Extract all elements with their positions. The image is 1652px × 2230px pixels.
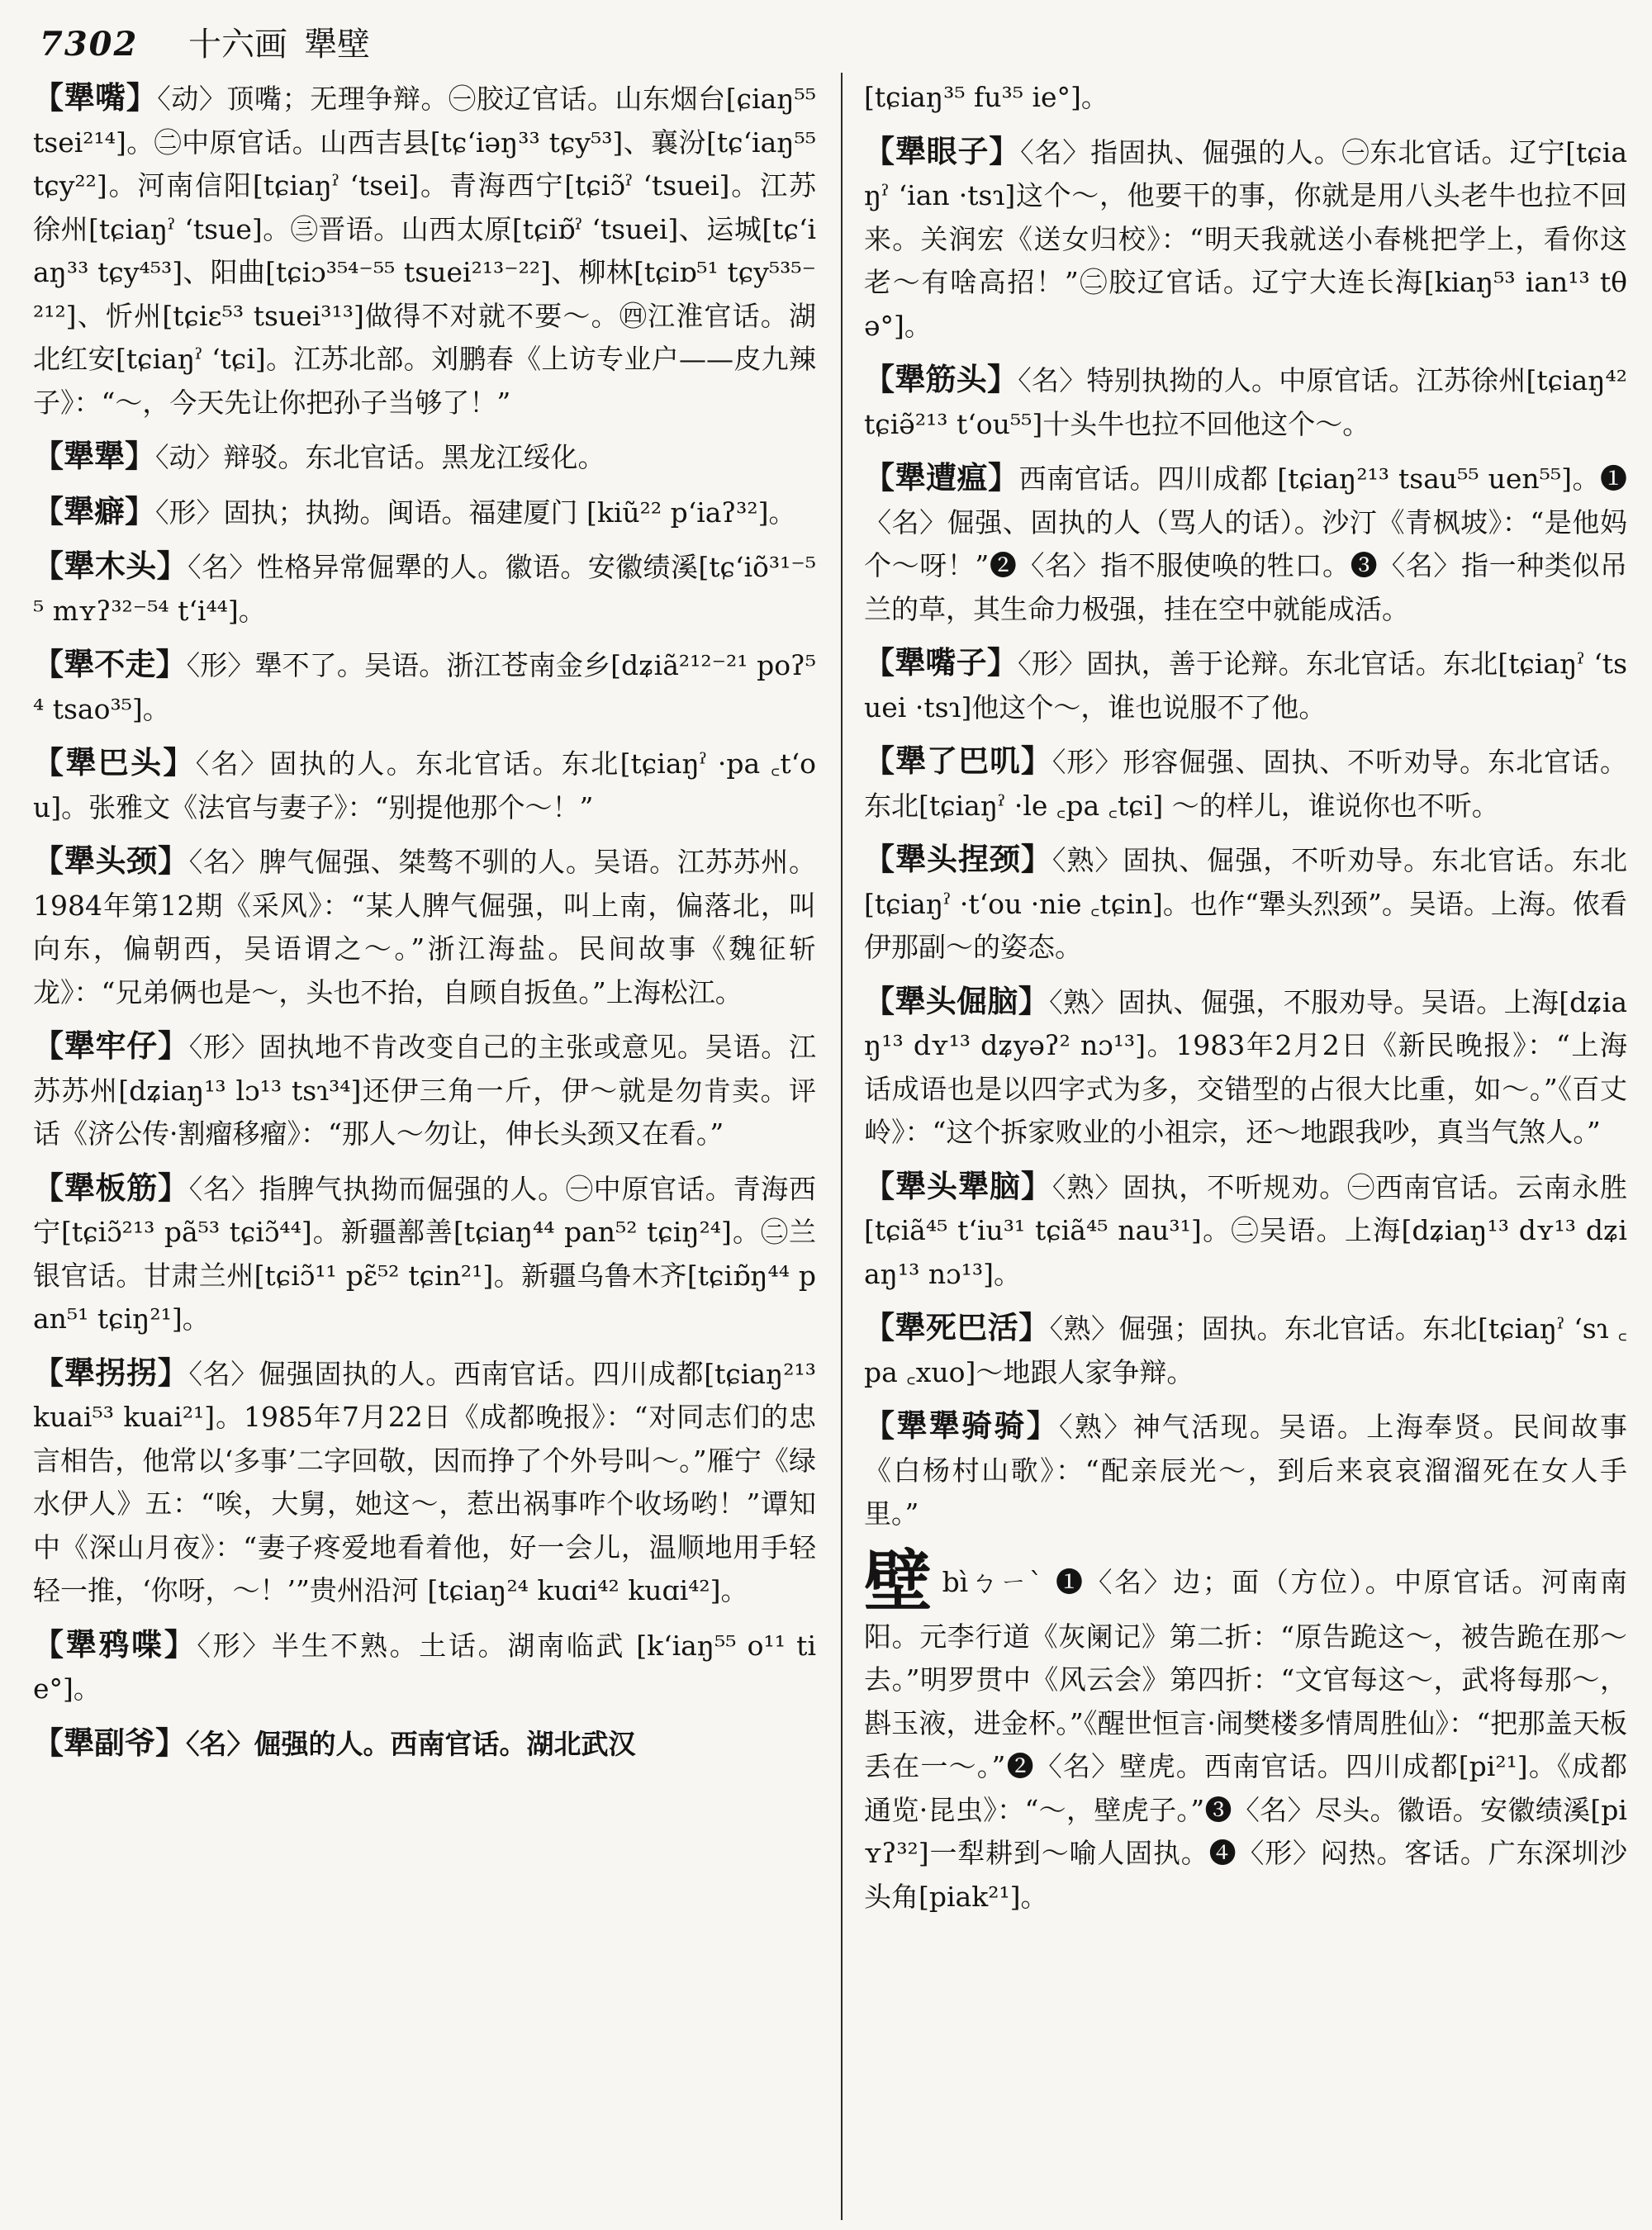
dictionary-entry (33, 76, 816, 425)
entry-definition: 〈形〉固执；执拗。闽语。福建厦门 [kiũ²² pʻiaʔ³²]。 (155, 496, 796, 529)
right-column (864, 76, 1627, 2215)
dictionary-entry (864, 837, 1627, 970)
entry-continuation: [tɕiaŋ³⁵ fu³⁵ ie°]。 (864, 81, 1108, 113)
entry-definition: 〈名〉指固执、倔强的人。㊀东北官话。辽宁[tɕiaŋˀ ʻian ·tsɿ]这个～，他要干的事，你就是用八头老牛也拉不回来。关润宏《送女归校》：“明天我就送小春桃把学上，看你这老～有啥高招！”㊁胶辽官话。辽宁大连长海[kiaŋ⁵³ ian¹³ tθə°]。 (864, 135, 1627, 342)
entry-headword: 【犟嘴】 (33, 79, 158, 116)
dictionary-entry (33, 1024, 816, 1156)
entry-definition: 〈动〉顶嘴；无理争辩。㊀胶辽官话。山东烟台[ɕiaŋ⁵⁵ tsei²¹⁴]。㊁中原官话。山西吉县[tɕʻiəŋ³³ tɕy⁵³]、襄汾[tɕʻiaŋ⁵⁵ tɕy²²]。河南信阳[tɕiaŋˀ ʻtsei]。青海西宁[tɕiɔ̃ˀ ʻtsuei]。江苏徐州[tɕiaŋˀ ʻtsue]。㊂晋语。山西太原[tɕiɒ̃ˀ ʻtsuei]、运城[tɕʻiaŋ³³ tɕy⁴⁵³]、阳曲[tɕiɔ³⁵⁴⁻⁵⁵ tsuei²¹³⁻²²]、柳林[tɕiɒ⁵¹ tɕy⁵³⁵⁻²¹²]、忻州[tɕiɛ⁵³ tsuei³¹³]做得不对就不要～。㊃江淮官话。湖北红安[tɕiaŋˀ ʻtɕi]。江苏北部。刘鹏春《上访专业户——皮九辣子》：“～，今天先让你把孙子当够了！” (33, 83, 816, 419)
dictionary-entry (33, 434, 816, 480)
entry-definition: 〈形〉半生不熟。土话。湖南临武 [kʻiaŋ⁵⁵ o¹¹ tie°]。 (33, 1629, 816, 1705)
entry-headword: 【犟不走】 (33, 646, 187, 682)
entry-headword: 【犟牢仔】 (33, 1027, 189, 1064)
main-entry (864, 1541, 1627, 1919)
dictionary-entry (33, 1623, 816, 1711)
entry-headword: 【犟头颈】 (33, 842, 189, 879)
entry-headword: 【犟巴头】 (33, 744, 196, 780)
entry-definition: 〈名〉倔强的人。西南官话。湖北武汉 (186, 1727, 636, 1760)
page-number: 7302 (40, 25, 139, 64)
dictionary-entry (33, 1721, 816, 1767)
entry-headword: 【犟癖】 (33, 492, 155, 529)
entry-definition: 〈熟〉固执、倔强，不听劝导。东北官话。东北[tɕiaŋˀ ·tʻou ·nie ꜀tɕin]。也作“犟头烈颈”。吴语。上海。侬看伊那副～的姿态。 (864, 844, 1627, 963)
column-divider (841, 73, 843, 2220)
dictionary-entry (33, 741, 816, 829)
entry-definition: 〈熟〉固执，不听规劝。㊀西南官话。云南永胜[tɕiã⁴⁵ tʻiu³¹ tɕiã⁴⁵ nau³¹]。㊁吴语。上海[dʑiaŋ¹³ dʏ¹³ dʑiaŋ¹³ nɔ¹³]。 (864, 1170, 1627, 1290)
entry-definition: 〈熟〉固执、倔强，不服劝导。吴语。上海[dʑiaŋ¹³ dʏ¹³ dʑyəʔ² nɔ¹³]。1983年2月2日《新民晚报》：“上海话成语也是以四字式为多，交错型的占很大比重，如～。”《百丈岭》：“这个拆家败业的小祖宗，还～地跟我吵，真当气煞人。” (864, 985, 1627, 1148)
entry-headword: 【犟拐拐】 (33, 1354, 189, 1391)
entry-headword: 【犟头犟脑】 (864, 1167, 1052, 1204)
section-label: 十六画 (188, 26, 287, 64)
entry-headword: 【犟眼子】 (864, 132, 1021, 169)
page-words: 犟壁 (304, 26, 370, 64)
entry-definition: 〈形〉形容倔强、固执、不听劝导。东北官话。东北[tɕiaŋˀ ·le ꜀pa ꜀tɕi] ～的样儿，谁说你也不听。 (864, 746, 1627, 822)
entry-headword: 【犟了巴叽】 (864, 743, 1052, 779)
dictionary-entry (864, 456, 1627, 631)
dictionary-entry (33, 839, 816, 1014)
dictionary-entry (33, 1166, 816, 1341)
dictionary-entry (33, 544, 816, 633)
entry-headword: 【犟犟】 (33, 438, 155, 474)
entry-headword: 【犟木头】 (33, 548, 188, 584)
entry-definition: 〈名〉性格异常倔犟的人。徽语。安徽绩溪[tɕʻiõ³¹⁻⁵⁵ mʏʔ³²⁻⁵⁴ tʻi⁴⁴]。 (33, 551, 816, 627)
dictionary-entry (864, 1404, 1627, 1536)
dictionary-entry (864, 641, 1627, 729)
entry-headword: 【犟遭瘟】 (864, 459, 1019, 496)
dictionary-entry (864, 358, 1627, 446)
entry-headword: 【犟头捏颈】 (864, 841, 1052, 877)
dictionary-entry (864, 980, 1627, 1155)
entry-definition: 〈名〉脾气倔强、桀骜不驯的人。吴语。江苏苏州。1984年第12期《采风》：“某人脾气倔强，叫上南，偏落北，叫向东，偏朝西，吴语谓之～。”浙江海盐。民间故事《魏征斩龙》：“兄弟俩也是～，头也不抬，自顾自扳鱼。”上海松江。 (33, 846, 816, 1008)
entry-headword: 【犟板筋】 (33, 1169, 189, 1206)
dictionary-entry (33, 643, 816, 731)
dictionary-entry (864, 739, 1627, 828)
dictionary-entry (33, 1351, 816, 1613)
entry-headword: 【犟鸦喋】 (33, 1625, 197, 1663)
entry-headword: 【犟嘴子】 (864, 644, 1018, 681)
entry-definition: 〈名〉倔强固执的人。西南官话。四川成都[tɕiaŋ²¹³ kuai⁵³ kuai²¹]。1985年7月22日《成都晚报》：“对同志们的忠言相告，他常以‘多事’二字回敬，因而挣了个外号叫～。”雁宁《绿水伊人》五：“唉，大舅，她这～，惹出祸事咋个收场哟！”谭知中《深山月夜》：“妻子疼爱地看着他，好一会儿，温顺地用手轻轻一推，‘你呀，～！’”贵州沿河 [tɕiaŋ²⁴ kuɑi⁴² kuɑi⁴²]。 (33, 1357, 816, 1606)
entry-headword: 【犟筋头】 (864, 361, 1018, 397)
entry-definition: 〈熟〉倔强；固执。东北官话。东北[tɕiaŋˀ ʻsɿ ꜀pa ꜀xuo]～地跟人家争辩。 (864, 1312, 1627, 1388)
entry-headword: 【犟死巴活】 (864, 1309, 1050, 1345)
entry-definition: 〈形〉固执，善于论辩。东北官话。东北[tɕiaŋˀ ʻtsuei ·tsɿ]他这个～，谁也说服不了他。 (864, 648, 1627, 724)
entry-definition: 〈名〉特别执拗的人。中原官话。江苏徐州[tɕiaŋ⁴² tɕiə̃²¹³ tʻou⁵⁵]十头牛也拉不回他这个～。 (864, 364, 1627, 440)
dictionary-entry (864, 1165, 1627, 1297)
entry-definition: 〈名〉指脾气执拗而倔强的人。㊀中原官话。青海西宁[tɕiɔ̃²¹³ pã⁵³ tɕiɔ̃⁴⁴]。新疆鄯善[tɕiaŋ⁴⁴ pan⁵² tɕiŋ²⁴]。㊁兰银官话。甘肃兰州[tɕiɔ̃¹¹ pɛ̃⁵² tɕin²¹]。新疆乌鲁木齐[tɕiɒ̃ŋ⁴⁴ pan⁵¹ tɕiŋ²¹]。 (33, 1172, 816, 1335)
entry-definition: 〈动〉辩驳。东北官话。黑龙江绥化。 (155, 441, 605, 473)
entry-definition: 西南官话。四川成都 [tɕiaŋ²¹³ tsau⁵⁵ uen⁵⁵]。❶〈名〉倔强、固执的人（骂人的话）。沙汀《青枫坡》：“是他妈个～呀！”❷〈名〉指不服使唤的牲口。❸〈名〉指一种类似吊兰的草，其生命力极强，挂在空中就能成活。 (864, 463, 1627, 625)
entry-headword: 【犟犟骑骑】 (864, 1407, 1060, 1444)
entry-headword: 【犟头倔脑】 (864, 982, 1050, 1019)
main-entry-character: 壁 (864, 1541, 934, 1621)
main-entry-definition: bìㄅㄧˋ ❶〈名〉边；面（方位）。中原官话。河南南阳。元李行道《灰阑记》第二折：“原告跪这～，被告跪在那～去。”明罗贯中《风云会》第四折：“文官每这～，武将每那～，斟玉液，进金杯。”《醒世恒言·闹樊楼多情周胜仙》：“把那盖天板丢在一～。”❷〈名〉壁虎。西南官话。四川成都[pi²¹]。《成都通览·昆虫》：“～，壁虎子。”❸〈名〉尽头。徽语。安徽绩溪[piʏʔ³²]一犁耕到～喻人固执。❹〈形〉闷热。客话。广东深圳沙头角[piak²¹]。 (864, 1565, 1627, 1913)
left-column (33, 76, 816, 2215)
entry-definition: 〈名〉固执的人。东北官话。东北[tɕiaŋˀ ·pa ꜀tʻou]。张雅文《法官与妻子》：“别提他那个～！” (33, 747, 816, 823)
dictionary-entry (33, 490, 816, 535)
dictionary-entry (864, 1306, 1627, 1394)
entry-headword: 【犟副爷】 (33, 1724, 186, 1761)
dictionary-entry (864, 130, 1627, 349)
entry-definition: 〈形〉犟不了。吴语。浙江苍南金乡[dʑiã²¹²⁻²¹ poʔ⁵⁴ tsao³⁵]。 (33, 649, 816, 725)
entry-definition: 〈形〉固执地不肯改变自己的主张或意见。吴语。江苏苏州[dʑiaŋ¹³ lɔ¹³ tsɿ³⁴]还伊三角一斤，伊～就是勿肯卖。评话《济公传·割瘤移瘤》：“那人～勿让，伸长头颈又在看。” (33, 1031, 816, 1150)
page-header (40, 23, 1612, 66)
entry-definition: 〈熟〉神气活现。吴语。上海奉贤。民间故事《白杨村山歌》：“配亲辰光～，到后来哀哀溜溜死在女人手里。” (864, 1411, 1627, 1530)
